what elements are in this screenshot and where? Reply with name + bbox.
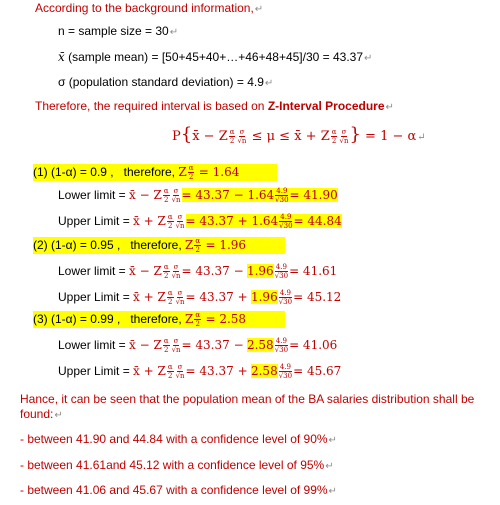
sample-mean-line: x̄ (sample mean) = [50+45+40+…+46+48+45]/30 = 43.37↵ bbox=[58, 50, 373, 64]
paragraph-mark-icon: ↵ bbox=[254, 4, 264, 15]
case-2-upper: Upper Limit = x̄ + Z $\frac{\alpha}{2}$ $\frac{\sigma}{√n}$ = 43.37 + 1.96 $\frac{4.9}{√30}$ = 45.12 bbox=[58, 289, 342, 307]
paragraph-mark-icon: ↵ bbox=[328, 486, 337, 497]
case-2-lower: Lower limit = x̄ − Z $\frac{\alpha}{2}$ $\frac{\sigma}{√n}$ = 43.37 − 1.96 $\frac{4.9}{√30}$ = 41.61 bbox=[58, 263, 338, 281]
paragraph-mark-icon: ↵ bbox=[328, 435, 337, 446]
case-3-lower: Lower limit = x̄ − Z $\frac{\alpha}{2}$ $\frac{\sigma}{√n}$ = 43.37 − 2.58 $\frac{4.9}{√30}$ = 41.06 bbox=[58, 337, 338, 355]
bullet-90: - between 41.90 and 44.84 with a confidence level of 90%↵ bbox=[20, 432, 337, 446]
case-1-heading: (1) (1-α) = 0.9 , therefore, Z $\frac{\alpha}{2}$ = 1.64 bbox=[33, 164, 277, 181]
paragraph-mark-icon: ↵ bbox=[54, 410, 63, 421]
conclusion-line-1: Hance, it can be seen that the population mean of the BA salaries distribution shall be bbox=[20, 392, 475, 406]
sample-size-line: n = sample size = 30↵ bbox=[58, 24, 179, 38]
procedure-line: Therefore, the required interval is based on Z-Interval Procedure↵ bbox=[35, 99, 394, 113]
case-3-upper: Upper Limit = x̄ + Z $\frac{\alpha}{2}$ $\frac{\sigma}{√n}$ = 43.37 + 2.58 $\frac{4.9}{√30}$ = 45.67 bbox=[58, 363, 342, 381]
paragraph-mark-icon: ↵ bbox=[264, 78, 274, 89]
conclusion-line-2: found:↵ bbox=[20, 407, 63, 421]
bullet-99: - between 41.06 and 45.67 with a confidence level of 99%↵ bbox=[20, 483, 337, 497]
case-2-heading: (2) (1-α) = 0.95 , therefore, Z $\frac{\alpha}{2}$ = 1.96 bbox=[33, 237, 285, 254]
paragraph-mark-icon: ↵ bbox=[385, 102, 394, 113]
interval-formula: P{x̄ − Z $\frac{\alpha}{2}$ $\frac{\sigma}{√n}$ ≤ μ ≤ x̄ + Z $\frac{\alpha}{2}$ $\frac{\sigma}{√n}$ } = 1 − α↵ bbox=[172, 124, 426, 145]
case-1-lower: Lower limit = x̄ − Z $\frac{\alpha}{2}$ $\frac{\sigma}{√n}$ = 43.37 − 1.64 $\frac{4.9}{√30}$ = 41.90 bbox=[58, 187, 338, 205]
paragraph-mark-icon: ↵ bbox=[325, 461, 334, 472]
intro-text: According to the background information,↵ bbox=[35, 1, 264, 15]
sigma-line: σ (population standard deviation) = 4.9↵ bbox=[58, 75, 274, 89]
case-3-heading: (3) (1-α) = 0.99 , therefore, Z $\frac{\alpha}{2}$ = 2.58 bbox=[33, 311, 285, 328]
bullet-95: - between 41.61and 45.12 with a confidence level of 95%↵ bbox=[20, 458, 334, 472]
paragraph-mark-icon: ↵ bbox=[417, 132, 426, 143]
paragraph-mark-icon: ↵ bbox=[169, 27, 179, 38]
case-1-upper: Upper Limit = x̄ + Z $\frac{\alpha}{2}$ $\frac{\sigma}{√n}$ = 43.37 + 1.64 $\frac{4.9}{√30}$ = 44.84 bbox=[58, 213, 342, 231]
paragraph-mark-icon: ↵ bbox=[364, 53, 373, 64]
